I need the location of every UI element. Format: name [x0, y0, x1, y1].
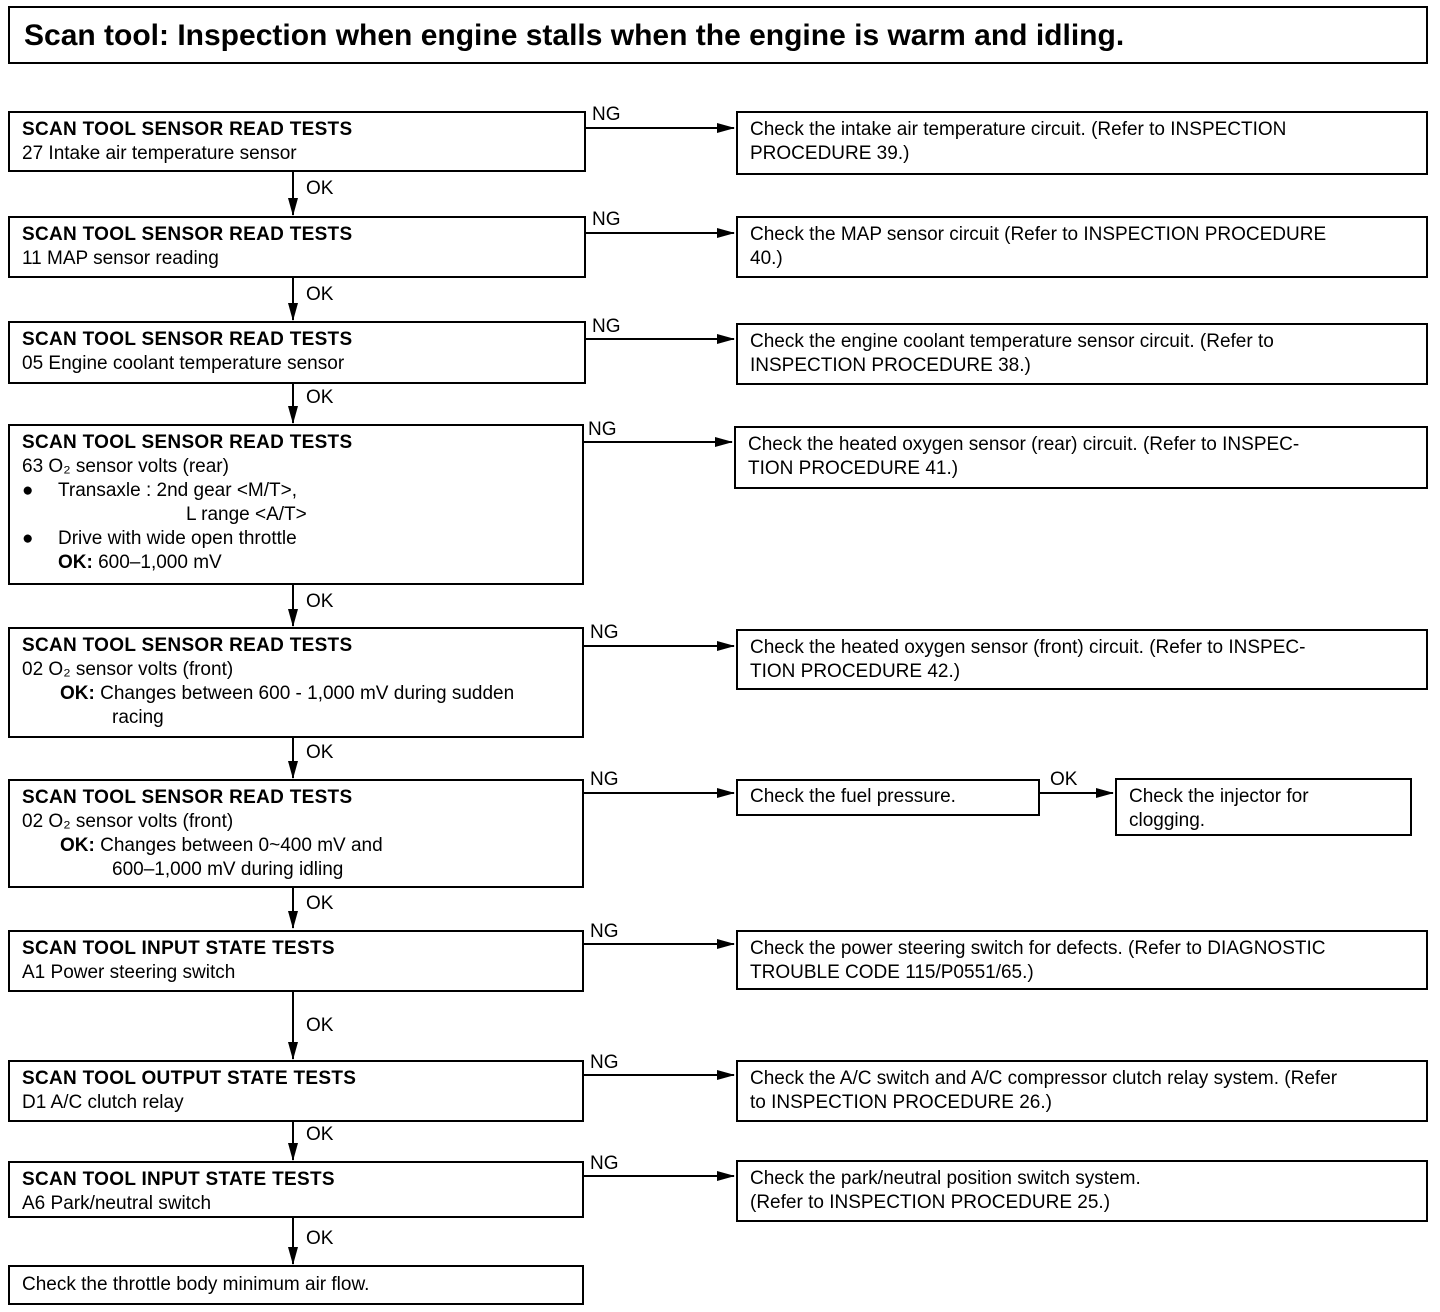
ng-label: NG	[592, 209, 621, 230]
action-line: Check the fuel pressure.	[750, 786, 956, 807]
ok-label: OK	[306, 1015, 334, 1036]
step-box-9	[8, 1161, 584, 1218]
step-box-1	[8, 111, 586, 172]
ok-label: OK	[306, 591, 334, 612]
step-line: 02 O₂ sensor volts (front)	[22, 811, 234, 832]
action-line: Check the intake air temperature circuit. (Refer to INSPECTION	[750, 119, 1287, 140]
step-heading: SCAN TOOL SENSOR READ TESTS	[22, 224, 353, 245]
ok-label: OK	[306, 893, 334, 914]
step-box-6	[8, 779, 584, 888]
step-heading: SCAN TOOL SENSOR READ TESTS	[22, 119, 353, 140]
action-line: Check the engine coolant temperature sensor circuit. (Refer to	[750, 331, 1274, 352]
action-line: 40.)	[750, 248, 783, 269]
step-heading: SCAN TOOL SENSOR READ TESTS	[22, 432, 353, 453]
ng-action-box-8	[736, 1060, 1428, 1122]
ng-action-box-6	[736, 779, 1040, 816]
step-box-4	[8, 424, 584, 585]
ok-label: OK	[306, 1228, 334, 1249]
ng-label: NG	[590, 1153, 619, 1174]
ng-label: NG	[590, 1052, 619, 1073]
step-line: L range <A/T>	[186, 504, 307, 525]
final-step-text: Check the throttle body minimum air flow.	[22, 1274, 370, 1295]
ok-criteria: OK: Changes between 600 - 1,000 mV during sudden	[60, 683, 515, 704]
action-line: Check the A/C switch and A/C compressor clutch relay system. (Refer	[750, 1068, 1338, 1089]
action-line: Check the injector for	[1129, 786, 1309, 807]
bullet-item: ● Drive with wide open throttle	[22, 528, 297, 549]
ng-action-box-3	[736, 323, 1428, 385]
step-line: 600–1,000 mV during idling	[112, 859, 344, 880]
ok-label: OK	[1050, 769, 1078, 790]
step-heading: SCAN TOOL INPUT STATE TESTS	[22, 1169, 335, 1190]
step-line: 05 Engine coolant temperature sensor	[22, 353, 345, 374]
bullet-icon: ●	[22, 480, 34, 501]
ok-label: OK	[306, 1124, 334, 1145]
action-line: TION PROCEDURE 41.)	[748, 458, 959, 479]
ng-label: NG	[590, 769, 619, 790]
ng-action-box-2	[736, 216, 1428, 278]
step-heading: SCAN TOOL SENSOR READ TESTS	[22, 635, 353, 656]
ok-label: OK	[306, 284, 334, 305]
bullet-icon: ●	[22, 528, 34, 549]
step-line: A1 Power steering switch	[22, 962, 236, 983]
ng-label: NG	[590, 622, 619, 643]
ok-criteria: OK: 600–1,000 mV	[58, 552, 222, 573]
step-line: 02 O₂ sensor volts (front)	[22, 659, 234, 680]
ng-label: NG	[590, 921, 619, 942]
step-box-5	[8, 627, 584, 738]
ng-label: NG	[588, 419, 617, 440]
action-line: Check the heated oxygen sensor (front) circuit. (Refer to INSPEC-	[750, 637, 1306, 658]
ng-action-box-9	[736, 1160, 1428, 1222]
bullet-item: ● Transaxle : 2nd gear <M/T>,	[22, 480, 298, 501]
ok-label: OK	[306, 742, 334, 763]
ok-criteria: OK: Changes between 0~400 mV and	[60, 835, 383, 856]
ng-label: NG	[592, 104, 621, 125]
step-line: 27 Intake air temperature sensor	[22, 143, 297, 164]
action-line: Check the MAP sensor circuit (Refer to INSPECTION PROCEDURE	[750, 224, 1327, 245]
step-heading: SCAN TOOL SENSOR READ TESTS	[22, 329, 353, 350]
action-line: PROCEDURE 39.)	[750, 143, 910, 164]
action-line: clogging.	[1129, 810, 1206, 831]
page-title: Scan tool: Inspection when engine stalls when the engine is warm and idling.	[8, 6, 1428, 64]
ok-action-box-6	[1115, 778, 1412, 836]
step-box-3	[8, 321, 586, 384]
ng-action-box-7	[736, 930, 1428, 990]
step-heading: SCAN TOOL INPUT STATE TESTS	[22, 938, 335, 959]
action-line: Check the power steering switch for defects. (Refer to DIAGNOSTIC	[750, 938, 1326, 959]
action-line: (Refer to INSPECTION PROCEDURE 25.)	[750, 1192, 1111, 1213]
action-line: TION PROCEDURE 42.)	[750, 661, 961, 682]
ng-action-box-4	[734, 426, 1428, 489]
ok-label: OK	[306, 178, 334, 199]
step-heading: SCAN TOOL OUTPUT STATE TESTS	[22, 1068, 357, 1089]
step-line: racing	[112, 707, 164, 728]
step-box-2	[8, 216, 586, 278]
step-line: 11 MAP sensor reading	[22, 248, 219, 269]
action-line: INSPECTION PROCEDURE 38.)	[750, 355, 1031, 376]
ng-label: NG	[592, 316, 621, 337]
step-box-8	[8, 1060, 584, 1122]
ok-label: OK	[306, 387, 334, 408]
action-line: to INSPECTION PROCEDURE 26.)	[750, 1092, 1052, 1113]
step-heading: SCAN TOOL SENSOR READ TESTS	[22, 787, 353, 808]
step-line: 63 O₂ sensor volts (rear)	[22, 456, 229, 477]
step-line: D1 A/C clutch relay	[22, 1092, 184, 1113]
step-line: A6 Park/neutral switch	[22, 1193, 212, 1214]
final-step-box	[8, 1265, 584, 1305]
action-line: Check the heated oxygen sensor (rear) circuit. (Refer to INSPEC-	[748, 434, 1300, 455]
action-line: Check the park/neutral position switch system.	[750, 1168, 1141, 1189]
step-box-7	[8, 930, 584, 992]
action-line: TROUBLE CODE 115/P0551/65.)	[750, 962, 1034, 983]
ng-action-box-5	[736, 629, 1428, 690]
ng-action-box-1	[736, 111, 1428, 175]
